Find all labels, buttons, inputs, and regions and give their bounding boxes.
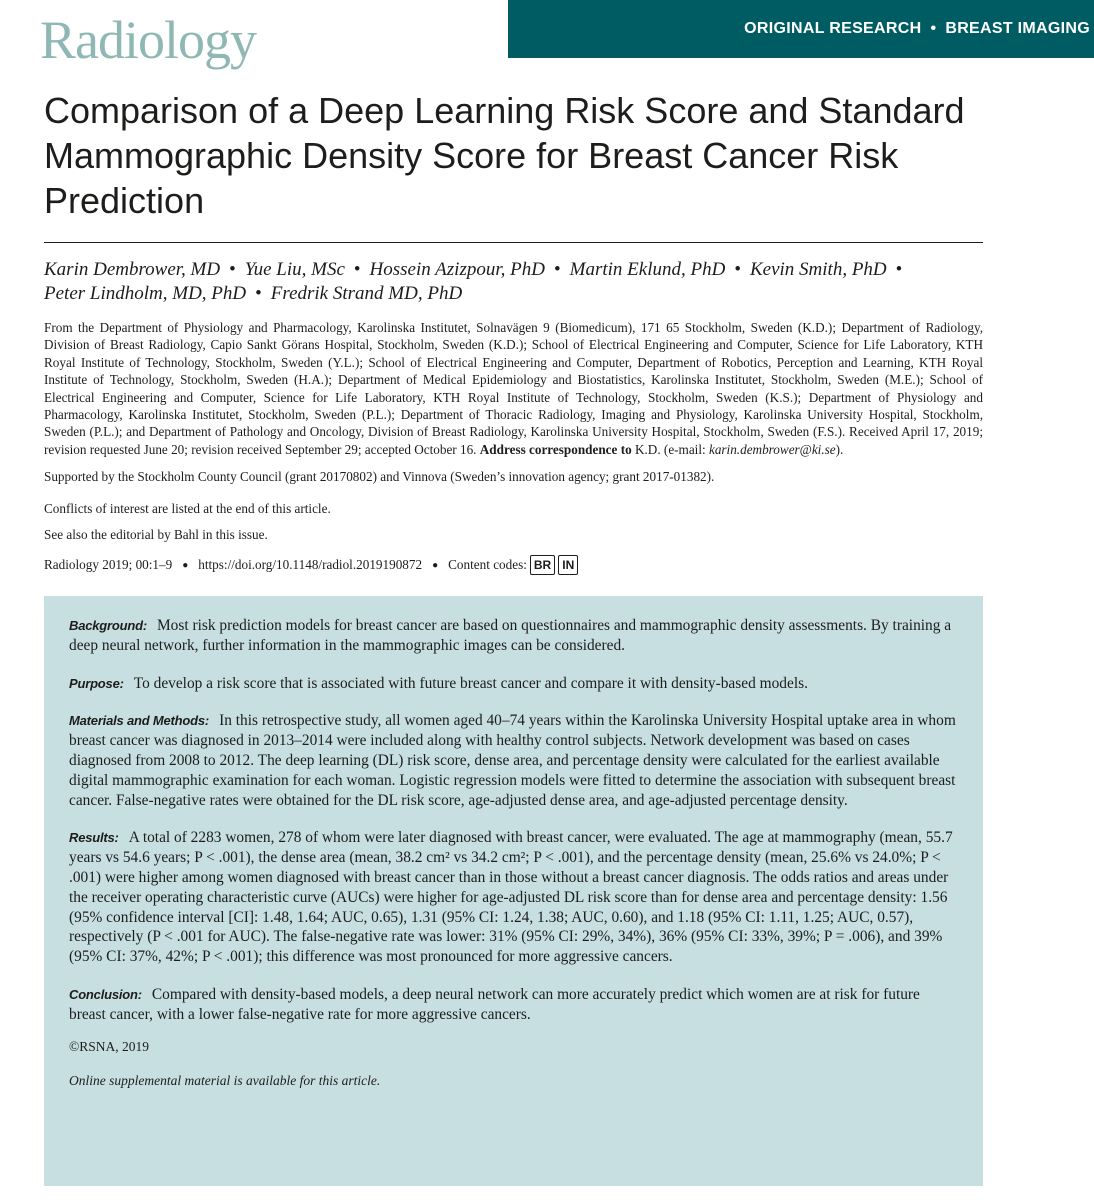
- abstract-box: [44, 596, 983, 1186]
- copyright-notice: ©RSNA, 2019: [69, 1038, 150, 1054]
- abstract-text: Most risk prediction models for breast cancer are based on questionnaires and mammographic density assessments. By training a deep neural network, further information in the mammographic images can be considered.: [69, 617, 952, 654]
- author-name: Peter Lindholm, MD, PhD: [44, 283, 247, 304]
- correspondence-end: ).: [835, 441, 844, 457]
- citation-bullet: ●: [182, 559, 189, 571]
- author-separator: •: [734, 259, 741, 280]
- author-separator: •: [353, 259, 361, 280]
- author-name: Martin Eklund, PhD: [569, 259, 726, 280]
- correspondence-label: Address correspondence to: [479, 441, 632, 457]
- abstract-text: Compared with density-based models, a deep neural network can more accurately predict which women are at risk for future breast cancer, with a lower false-negative rate for more aggressive cancers.: [69, 985, 920, 1023]
- correspondence-name: K.D. (e-mail:: [634, 441, 709, 457]
- affiliations: [44, 319, 983, 458]
- title-divider: [44, 242, 983, 243]
- abstract-results: [69, 828, 958, 967]
- abstract-heading: Results:: [69, 830, 119, 846]
- section-label-original-research: ORIGINAL RESEARCH: [744, 20, 922, 37]
- citation-ref: Radiology 2019; 00:1–9: [44, 557, 173, 572]
- author-name: Hossein Azizpour, PhD: [369, 259, 545, 280]
- abstract-text: In this retrospective study, all women aged 40–74 years within the Karolinska University Hospital uptake area in whom breast cancer was diagnosed in 2013–2014 were included along with healthy control subjects. Network development was based on cases diagnosed from 2008 to 2012. The deep learning (DL) risk score, dense area, and percentage density were calculated for the earliest available digital mammographic examination for each woman. Logistic regression models were fitted to determine the association with subsequent breast cancer. False-negative rates were obtained for the DL risk score, age-adjusted dense area, and age-adjusted percentage density.: [69, 712, 956, 809]
- section-label-breast-imaging: BREAST IMAGING: [945, 20, 1090, 37]
- author-name: Karin Dembrower, MD: [44, 259, 221, 280]
- abstract-purpose: [69, 674, 958, 694]
- author-list: [44, 258, 974, 306]
- abstract-methods: [69, 711, 958, 810]
- author-separator: •: [229, 259, 236, 280]
- section-band: [508, 0, 1094, 58]
- content-code-br: BR: [530, 555, 555, 575]
- abstract-heading: Conclusion:: [69, 986, 142, 1002]
- abstract-heading: Materials and Methods:: [69, 713, 210, 729]
- author-name: Fredrik Strand MD, PhD: [270, 283, 463, 304]
- abstract-text: To develop a risk score that is associated with future breast cancer and compare it with density-based models.: [133, 674, 808, 692]
- author-separator: •: [895, 259, 903, 280]
- abstract-heading: Purpose:: [69, 675, 124, 691]
- author-name: Yue Liu, MSc: [244, 259, 345, 280]
- abstract-background: [69, 616, 958, 656]
- doi-link[interactable]: https://doi.org/10.1148/radiol.2019190872: [198, 557, 423, 572]
- correspondence-email[interactable]: karin.dembrower@ki.se: [708, 441, 836, 457]
- content-code-in: IN: [558, 555, 578, 575]
- funding-statement: Supported by the Stockholm County Council (grant 20170802) and Vinnova (Sweden’s innovation agency; grant 2017-01382).: [44, 469, 715, 484]
- supplemental-note: Online supplemental material is available for this article.: [69, 1072, 381, 1088]
- abstract-text: A total of 2283 women, 278 of whom were later diagnosed with breast cancer, were evaluated. The age at mammography (mean, 55.7 years vs 54.6 years; P < .001), the dense area (mean, 38.2 cm² vs 34.2 cm²; P < .001), and the percentage density (mean, 25.6% vs 24.0%; P < .001) were higher among women diagnosed with breast cancer than in those without a breast cancer diagnosis. The odds ratios and areas under the receiver operating characteristic curve (AUCs) were higher for age-adjusted DL risk score than for dense area and percentage density: 1.56 (95% confidence interval [CI]: 1.48, 1.64; AUC, 0.65), 1.31 (95% CI: 1.24, 1.38; AUC, 0.60), and 1.18 (95% CI: 1.11, 1.25; AUC, 0.57), respectively (P < .001 for AUC). The false-negative rate was lower: 31% (95% CI: 29%, 34%), 36% (95% CI: 33%, 39%; P = .006), and 39% (95% CI: 37%, 42%; P < .001); this difference was most pronounced for more aggressive cancers.: [69, 829, 953, 966]
- content-codes-label: Content codes:: [448, 557, 527, 572]
- abstract-heading: Background:: [69, 618, 147, 633]
- abstract-conclusion: [69, 985, 958, 1025]
- citation-bullet: ●: [432, 559, 439, 571]
- journal-logo: Radiology: [40, 10, 256, 70]
- citation-line: [44, 555, 578, 575]
- article-title: Comparison of a Deep Learning Risk Score and Standard Mammographic Density Score for Breast Cancer Risk Prediction: [44, 90, 965, 221]
- section-separator: •: [930, 20, 937, 37]
- author-separator: •: [255, 283, 262, 304]
- affiliations-text: From the Department of Physiology and Pharmacology, Karolinska Institutet, Solnavägen 9 (Biomedicum), 171 65 Stockholm, Sweden (K.D.); Department of Radiology, Division of Breast Radiology, Capio Sankt Görans Hospital, Stockholm, Sweden (K.D.); School of Electrical Engineering and Computer, Science for Life Laboratory, KTH Royal Institute of Technology, Stockholm, Sweden (Y.L.); School of Electrical Engineering and Computer, Department of Robotics, Perception and Learning, KTH Royal Institute of Technology, Stockholm, Sweden (H.A.); Department of Medical Epidemiology and Biostatistics, Karolinska Institutet, Stockholm, Sweden (M.E.); School of Electrical Engineering and Computer, Science for Life Laboratory, KTH Royal Institute of Technology, Stockholm, Sweden (K.S.); Department of Physiology and Pharmacology, Karolinska Institutet, Stockholm, Sweden (P.L.); Department of Thoracic Radiology, Imaging and Physiology, Karolinska University Hospital, Stockholm, Sweden (P.L.); and Department of Pathology and Oncology, Division of Breast Radiology, Karolinska University Hospital, Stockholm, Sweden (F.S.). Received April 17, 2019; revision requested June 20; revision received September 29; accepted October 16.: [44, 320, 983, 457]
- author-name: Kevin Smith, PhD: [749, 259, 887, 280]
- editorial-note: See also the editorial by Bahl in this issue.: [44, 527, 268, 542]
- conflicts-statement: Conflicts of interest are listed at the end of this article.: [44, 501, 331, 516]
- author-separator: •: [553, 259, 561, 280]
